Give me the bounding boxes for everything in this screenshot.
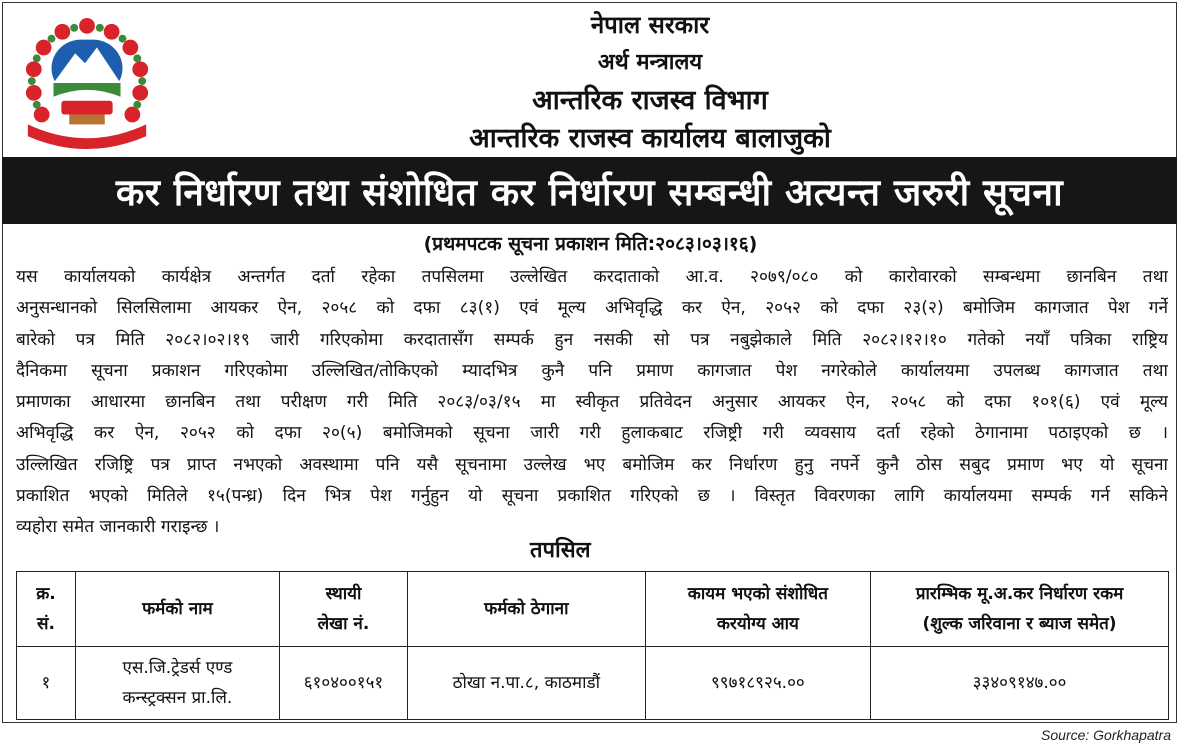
header-text: क्र.: [36, 584, 56, 604]
government-name: नेपाल सरकार: [590, 11, 710, 39]
header-text: करयोग्य आय: [716, 614, 799, 634]
source-credit: Source: Gorkhapatra: [1041, 727, 1171, 743]
cell-firm-name: [75, 647, 279, 720]
header-vat-assessment: [871, 572, 1169, 647]
header-address: [408, 572, 646, 647]
table-header-row: [17, 572, 1169, 647]
header-text: फर्मको ठेगाना: [484, 599, 569, 619]
header-text: कायम भएको संशोधित: [687, 584, 828, 604]
notice-title: कर निर्धारण तथा संशोधित कर निर्धारण सम्बन्धी अत्यन्त जरुरी सूचना: [115, 171, 1064, 214]
header-text: स्थायी: [325, 584, 362, 604]
body-line: दैनिकमा सूचना प्रकाशन गरिएकोमा उल्लिखित/तोकिएको म्यादभित्र कुनै पनि प्रमाण कागजात पेश नगरेकोले कार्यालयमा उपलब्ध कागजात तथा: [16, 360, 1168, 381]
body-line: प्रमाणका आधारमा छानबिन तथा परीक्षण गरी मिति २०८३/०३/१५ मा स्वीकृत प्रतिवेदन अनुसार आयकर ऐन, २०५८ को दफा १०१(६) एवं मूल्य: [16, 392, 1168, 413]
header-text: प्रारम्भिक मू.अ.कर निर्धारण रकम: [915, 584, 1124, 604]
publication-date: (प्रथमपटक सूचना प्रकाशन मिति:२०८३।०३।१६): [423, 233, 758, 255]
body-line: यस कार्यालयको कार्यक्षेत्र अन्तर्गत दर्ता रहेका तपसिलमा उल्लेखित करदाताको आ.व. २०७९/०८० को कारोवारको सम्बन्धमा छानबिन तथा: [16, 267, 1168, 287]
header-firm-name: [75, 572, 279, 647]
header-text: (शुल्क जरिवाना र ब्याज समेत): [922, 614, 1117, 634]
ministry-name: अर्थ मन्त्रालय: [597, 50, 703, 75]
notice-title-banner: [2, 157, 1177, 224]
header-text: लेखा नं.: [317, 614, 370, 634]
cell-pan: ६१०४००१५१: [279, 647, 407, 720]
header-text: सं.: [36, 614, 55, 634]
header-sn: [17, 572, 76, 647]
header-pan: [279, 572, 407, 647]
cell-taxable-income: ९९७१८९२५.००: [645, 647, 871, 720]
body-line: अभिवृद्धि कर ऐन, २०५२ को दफा २०(५) बमोजिमको सूचना जारी गरी हुलाकबाट रजिष्ट्री गरी व्यवसाय दर्ता रहेको ठेगानामा पठाइएको छ ।: [16, 423, 1168, 444]
body-line: उल्लिखित रजिष्ट्रि पत्र प्राप्त नभएको अवस्थामा पनि यसै सूचनामा उल्लेख भए बमोजिम कर निर्धारण हुनु नपर्ने कुनै ठोस सबुद प्रमाण भए यो सूचना: [16, 454, 1168, 475]
taxpayer-table: [16, 571, 1169, 720]
firm-name-line: एस.जि.ट्रेडर्स एण्ड: [122, 658, 233, 678]
cell-vat-assessment: ३३४०९१४७.००: [871, 647, 1169, 720]
body-line: प्रकाशित भएको मितिले १५(पन्ध्र) दिन भित्र पेश गर्नुहुन यो सूचना प्रकाशित गरिएको छ । विस्तृत विवरणका लागि कार्यालयमा सम्पर्क गर्न सकिने: [16, 486, 1168, 507]
schedule-heading: तपसिल: [530, 538, 591, 563]
nepal-emblem-icon: [18, 14, 156, 152]
header-text: फर्मको नाम: [142, 599, 213, 619]
firm-name-line: कन्स्ट्रक्सन प्रा.लि.: [122, 688, 233, 708]
department-name: आन्तरिक राजस्व विभाग: [532, 85, 768, 116]
header-block: [300, 6, 1000, 158]
table-row: [17, 647, 1169, 720]
header-taxable-income: [645, 572, 871, 647]
cell-address: ठोखा न.पा.८, काठमाडौं: [408, 647, 646, 720]
body-line: बारेको पत्र मिति २०८२।०२।१९ जारी गरिएकोमा करदातासँग सम्पर्क हुन नसकी सो पत्र नबुझेकाले मिति २०८२।१२।१० गतेको नयाँ पत्रिका राष्ट्रिय: [16, 329, 1168, 350]
body-line: अनुसन्धानको सिलसिलामा आयकर ऐन, २०५८ को दफा ८३(१) एवं मूल्य अभिवृद्धि कर ऐन, २०५२ को दफा २३(२) बमोजिम कागजात पेश गर्ने: [16, 298, 1168, 319]
office-name: आन्तरिक राजस्व कार्यालय बालाजुको: [469, 123, 831, 154]
notice-body: [16, 262, 1168, 544]
cell-sn: १: [17, 647, 76, 720]
body-line: व्यहोरा समेत जानकारी गराइन्छ ।: [16, 517, 220, 538]
